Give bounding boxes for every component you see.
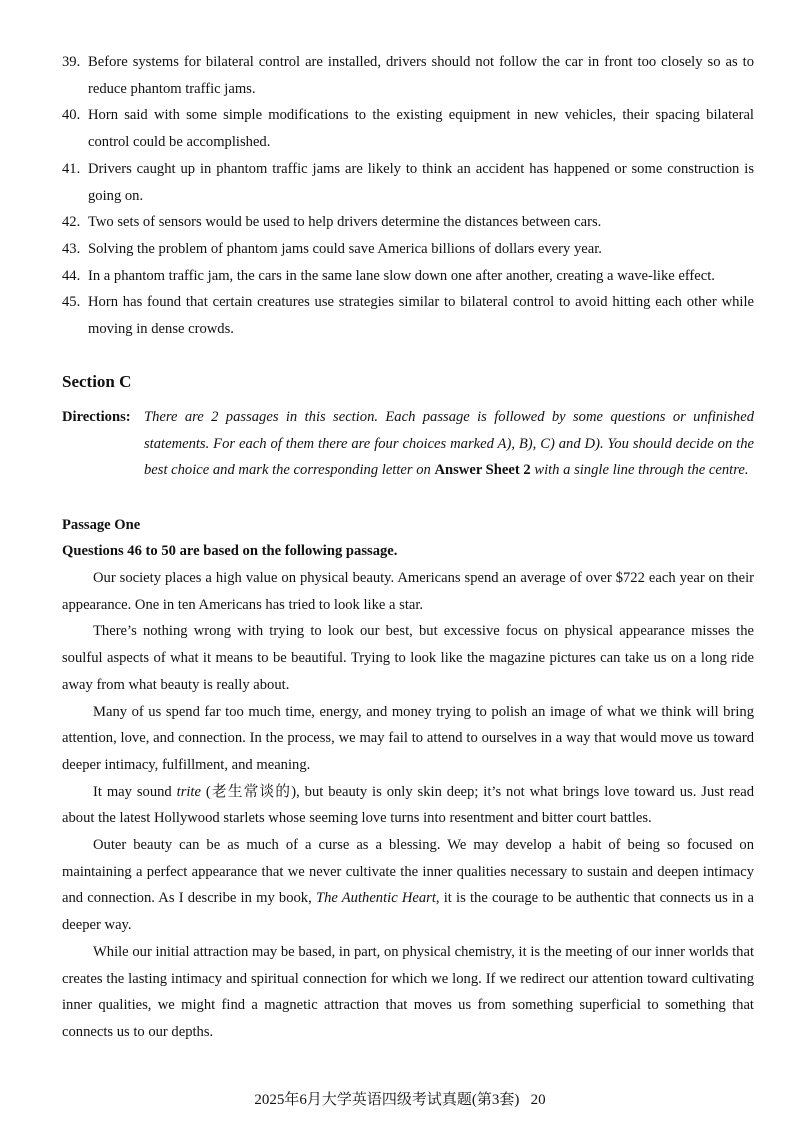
directions-text-b: with a single line through the centre. [530,462,749,479]
questions-intro: Questions 46 to 50 are based on the following passage. [62,543,398,559]
page-footer [0,1087,800,1114]
statement-text: Horn has found that certain creatures use strategies similar to bilateral control to avoid hitting each other while moving in dense crowds. [88,294,754,338]
statement-40 [62,102,754,155]
paragraph-5 [62,832,754,939]
answer-sheet-label: Answer Sheet 2 [434,462,531,479]
statement-number: 41. [62,160,81,177]
section-title: Section C [62,372,132,391]
paragraph-1: Our society places a high value on physical beauty. Americans spend an average of over $722 each year on their appearance. One in ten Americans has tried to look like a star. [62,570,754,613]
footer-title: 2025年6月大学英语四级考试真题(第3套) [254,1092,520,1108]
statement-44 [62,263,754,290]
passage-label: Passage One [62,517,141,533]
paragraph-4-a: It may sound [93,783,177,800]
statement-text: Solving the problem of phantom jams could save America billions of dollars every year. [88,240,602,257]
statement-number: 42. [62,214,81,231]
statement-text: In a phantom traffic jam, the cars in the same lane slow down one after another, creating a wave-like effect. [88,267,715,284]
paragraph-5-a: Outer beauty can be as much of a curse as a blessing. We may develop a habit of being so focused on maintaining a perfect appearance that we never cultivate the inner qualities necessary to sustain and deepen intimacy and connection. As I describe in my book, [62,837,754,907]
directions [62,404,754,484]
statement-39 [62,49,754,102]
paragraph-4-b: (老生常谈的), but beauty is only skin deep; it’s not what brings love toward us. Just read about the latest Hollywood starlets whose seeming love turns into resentment and bitter court battles. [62,783,754,827]
paragraph-5-b: , it is the courage to be authentic that connects us in a deeper way. [62,890,754,934]
statement-number: 44. [62,267,81,284]
statement-text: Before systems for bilateral control are installed, drivers should not follow the car in front too closely so as to reduce phantom traffic jams. [88,54,754,97]
paragraph-4 [62,779,754,832]
statement-42 [62,209,754,236]
statement-43 [62,236,754,263]
statement-45 [62,289,754,342]
statement-number: 40. [62,107,81,124]
statement-list [62,49,754,343]
paragraph-2: There’s nothing wrong with trying to look our best, but excessive focus on physical appearance misses the soulful aspects of what it means to be beautiful. Trying to look like the magazine pictures can take us on a long ride away from what beauty is really about. [62,623,754,693]
statement-number: 39. [62,54,81,70]
trite-word: trite [176,783,201,800]
statement-text: Drivers caught up in phantom traffic jams are likely to think an accident has happened or some construction is going on. [88,160,754,204]
page-number: 20 [530,1092,546,1108]
statement-text: Horn said with some simple modifications to the existing equipment in new vehicles, their spacing bilateral control could be accomplished. [88,107,754,151]
directions-label: Directions: [62,409,131,425]
book-title: The Authentic Heart [315,890,436,907]
directions-text [144,404,754,484]
directions-text-a: There are 2 passages in this section. Each passage is followed by some questions or unfinished statements. For each of them there are four choices marked A), B), C) and D). You should decide on the best choice and mark the corresponding letter on [144,409,754,479]
statement-41 [62,156,754,209]
paragraph-3: Many of us spend far too much time, energy, and money trying to polish an image of what we think will bring attention, love, and connection. In the process, we may fail to attend to ourselves in a way that would move us toward deeper intimacy, fulfillment, and meaning. [62,703,754,773]
statement-number: 43. [62,240,81,257]
statement-text: Two sets of sensors would be used to help drivers determine the distances between cars. [88,214,602,231]
statement-number: 45. [62,294,81,311]
passage-body [62,565,754,1046]
paragraph-6: While our initial attraction may be based, in part, on physical chemistry, it is the meeting of our inner worlds that creates the lasting intimacy and spiritual connection for which we long. If we redirect our attention toward cultivating inner qualities, we might find a magnetic attraction that moves us from something superficial to something that connects us to our depths. [62,943,754,1040]
